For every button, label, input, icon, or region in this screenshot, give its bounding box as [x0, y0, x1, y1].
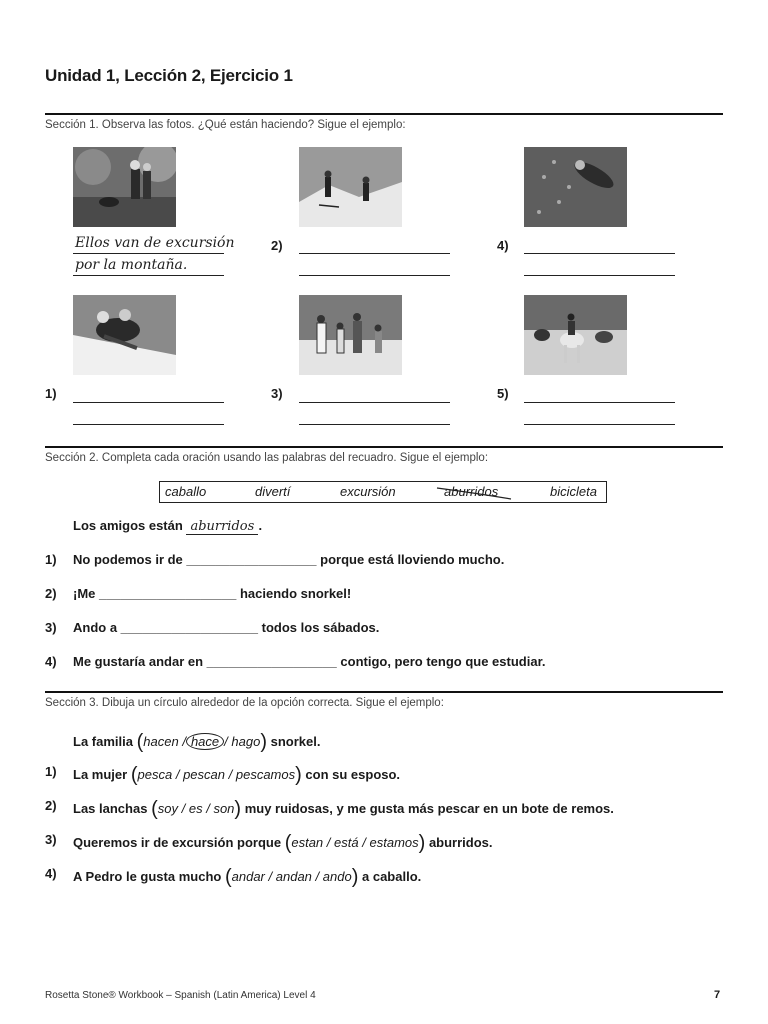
- item-number: 5): [497, 386, 509, 401]
- answer-line[interactable]: [73, 424, 224, 425]
- fill-sentence: ¡Me ___________________ haciendo snorkel!: [73, 586, 352, 601]
- fill-item: [45, 654, 57, 669]
- item-number: 1): [45, 552, 57, 567]
- item-number: 4): [497, 238, 509, 253]
- option[interactable]: estan: [291, 835, 324, 850]
- word-box-item: bicicleta: [550, 484, 597, 499]
- sentence-suffix: con su esposo.: [305, 767, 401, 782]
- answer-line[interactable]: [524, 275, 675, 276]
- answer-line: [73, 275, 224, 276]
- example-prefix: Los amigos están: [73, 518, 183, 533]
- item-number: 2): [45, 798, 57, 813]
- section3-heading: Sección 3. Dibuja un círculo alrededor de la opción correcta. Sigue el ejemplo:: [45, 697, 444, 709]
- option[interactable]: ando: [322, 869, 352, 884]
- sentence-prefix: La mujer: [73, 767, 128, 782]
- item-number: 4): [45, 866, 57, 881]
- item-number: 3): [271, 386, 283, 401]
- photo-horseback: [524, 295, 627, 375]
- example-suffix: .: [258, 518, 263, 533]
- word-box-item: caballo: [165, 484, 207, 499]
- photo-skiing: [299, 147, 402, 227]
- sentence-prefix: Queremos ir de excursión porque: [73, 835, 282, 850]
- word-box-item: divertí: [255, 484, 291, 499]
- word-box-item-crossed: aburridos: [444, 484, 499, 499]
- choice-sentence: A Pedro le gusta mucho (andar / andan / ando) a caballo.: [73, 866, 422, 888]
- option[interactable]: está: [334, 835, 359, 850]
- answer-line[interactable]: [524, 253, 675, 254]
- answer-line[interactable]: [524, 424, 675, 425]
- answer-line: [73, 253, 224, 254]
- section1-heading: Sección 1. Observa las fotos. ¿Qué están haciendo? Sigue el ejemplo:: [45, 119, 406, 131]
- fill-sentence: Ando a ___________________ todos los sábados.: [73, 620, 380, 635]
- item-number: 1): [45, 764, 57, 779]
- photo-snorkel: [524, 147, 627, 227]
- option[interactable]: es: [188, 801, 203, 816]
- choice-sentence: Las lanchas (soy / es / son) muy ruidosas, y me gusta más pescar en un bote de remos.: [73, 798, 614, 820]
- choice-example: La familia (hacen / hace / hago) snorkel.: [73, 731, 321, 753]
- example-answer-line1: Ellos van de excursión: [75, 235, 235, 251]
- answer-line[interactable]: [524, 402, 675, 403]
- answer-line[interactable]: [73, 402, 224, 403]
- section2-heading: Sección 2. Completa cada oración usando las palabras del recuadro. Sigue el ejemplo:: [45, 452, 489, 464]
- section-divider: [45, 691, 723, 693]
- sentence-suffix: muy ruidosas, y me gusta más pescar en un bote de remos.: [244, 801, 614, 816]
- photo-family-walk: [299, 295, 402, 375]
- fill-item: [45, 586, 57, 601]
- example-sentence: [73, 518, 262, 535]
- page-number: 7: [714, 989, 721, 1001]
- sentence-prefix: Las lanchas: [73, 801, 148, 816]
- fill-sentence: Me gustaría andar en __________________ contigo, pero tengo que estudiar.: [73, 654, 546, 669]
- option[interactable]: soy: [157, 801, 178, 816]
- word-box: [159, 481, 607, 503]
- item-number: 2): [45, 586, 57, 601]
- item-number: 4): [45, 654, 57, 669]
- choice-sentence: La mujer (pesca / pescan / pescamos) con su esposo.: [73, 764, 401, 786]
- option[interactable]: estamos: [369, 835, 419, 850]
- answer-line[interactable]: [299, 424, 450, 425]
- answer-line[interactable]: [299, 275, 450, 276]
- item-number: 3): [45, 832, 57, 847]
- footer-text: Rosetta Stone® Workbook – Spanish (Latin America) Level 4: [45, 990, 316, 1001]
- option: hago: [231, 734, 261, 749]
- page-title: Unidad 1, Lección 2, Ejercicio 1: [45, 66, 293, 85]
- fill-item: [45, 552, 57, 567]
- option[interactable]: pescamos: [235, 767, 296, 782]
- example-answer: aburridos: [186, 519, 258, 535]
- section-divider: [45, 113, 723, 115]
- option: hacen: [143, 734, 179, 749]
- option[interactable]: pescan: [183, 767, 225, 782]
- photo-sledding: [73, 295, 176, 375]
- answer-line[interactable]: [299, 402, 450, 403]
- choice-sentence: Queremos ir de excursión porque (estan / está / estamos) aburridos.: [73, 832, 493, 854]
- photo-hiking: [73, 147, 176, 227]
- example-answer-line2: por la montaña.: [75, 257, 188, 273]
- answer-line[interactable]: [299, 253, 450, 254]
- item-number: 2): [271, 238, 283, 253]
- fill-item: [45, 620, 57, 635]
- fill-sentence: No podemos ir de __________________ porque está lloviendo mucho.: [73, 552, 505, 567]
- sentence-suffix: aburridos.: [428, 835, 493, 850]
- sentence-suffix: a caballo.: [362, 869, 422, 884]
- sentence-prefix: A Pedro le gusta mucho: [73, 869, 222, 884]
- option[interactable]: andan: [275, 869, 312, 884]
- item-number: 3): [45, 620, 57, 635]
- option[interactable]: son: [213, 801, 235, 816]
- option-circled: hace: [186, 733, 224, 750]
- sentence-prefix: La familia: [73, 734, 133, 749]
- section-divider: [45, 446, 723, 448]
- option[interactable]: andar: [231, 869, 265, 884]
- option[interactable]: pesca: [137, 767, 173, 782]
- item-number: 1): [45, 386, 57, 401]
- strike-mark: [435, 485, 515, 501]
- word-box-item: excursión: [340, 484, 396, 499]
- sentence-suffix: snorkel.: [270, 734, 321, 749]
